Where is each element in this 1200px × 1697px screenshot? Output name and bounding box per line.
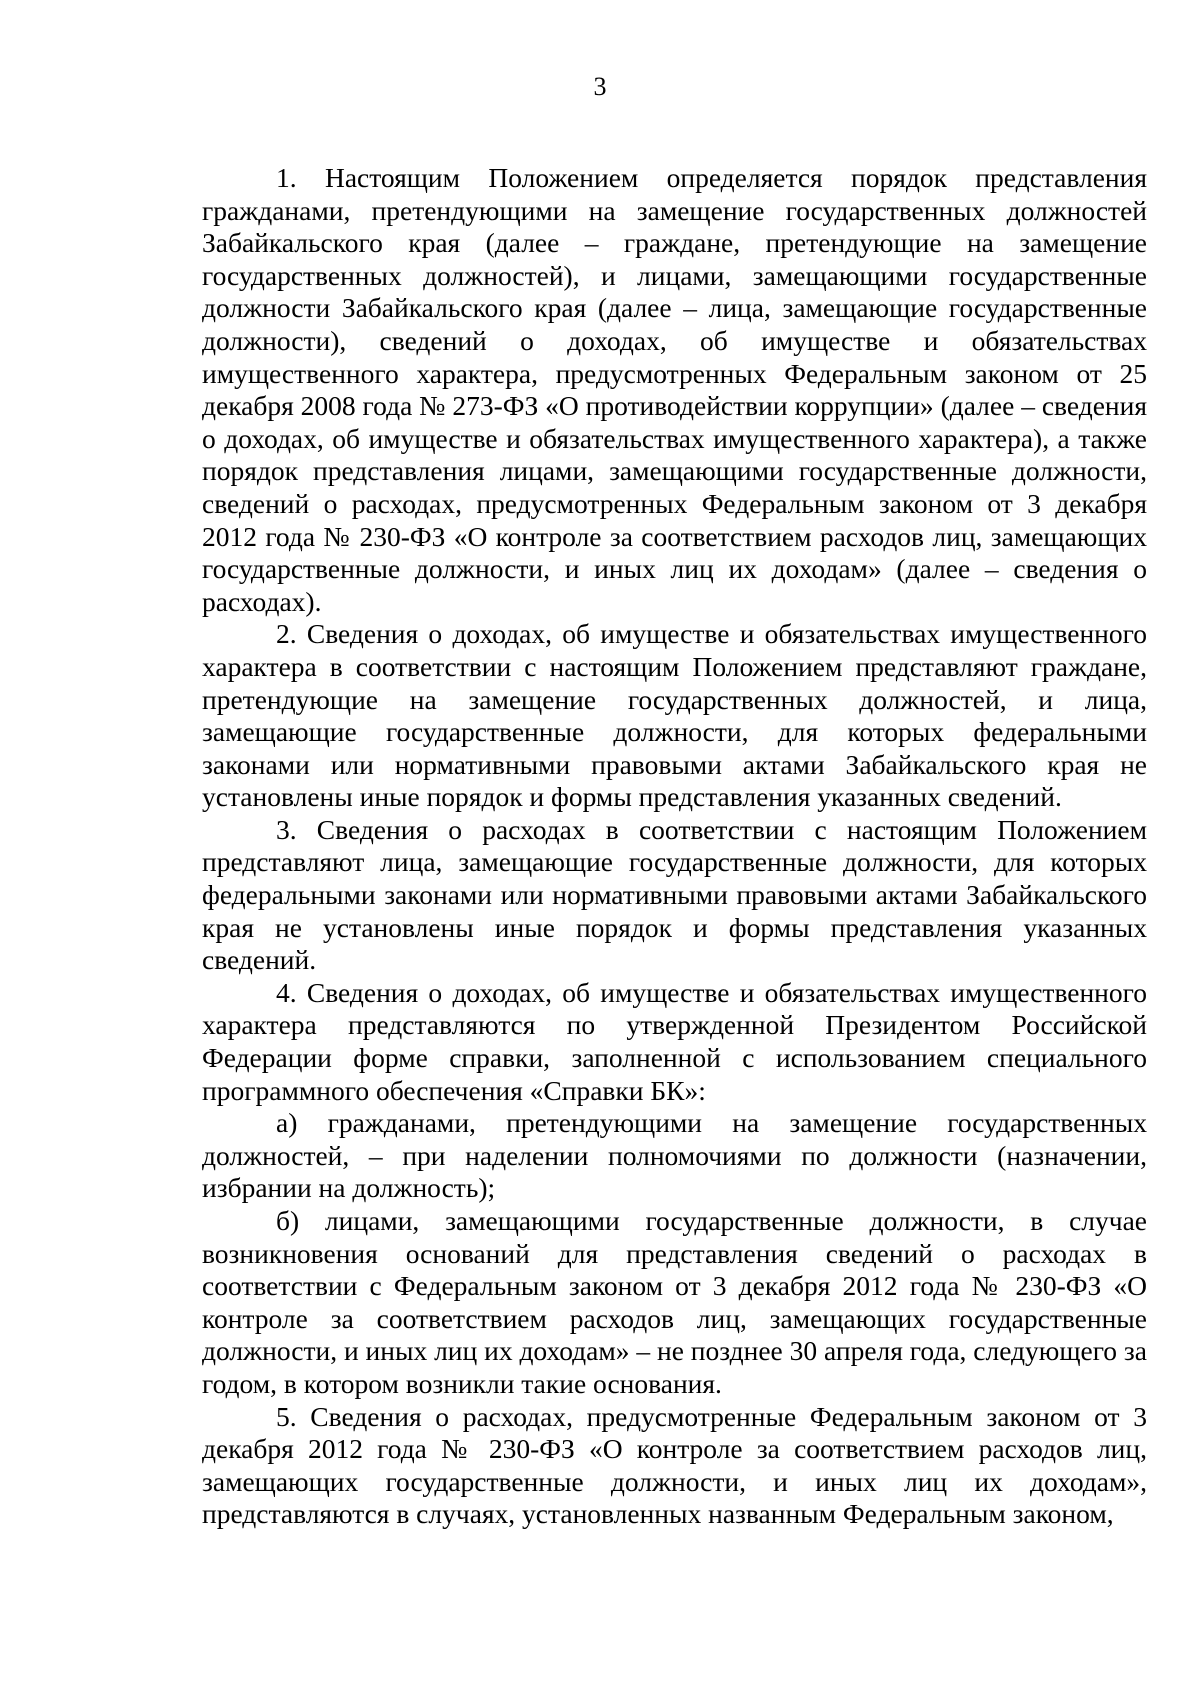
paragraph-3: 3. Сведения о расходах в соответствии с настоящим Положением представляют лица, замещающие государственные должности, для которых федеральными законами или нормативными правовыми актами Забайкальского края не установлены иные порядок и формы представления указанных сведений.: [202, 813, 1147, 976]
paragraph-4: 4. Сведения о доходах, об имуществе и обязательствах имущественного характера представляются по утвержденной Президентом Российской Федерации форме справки, заполненной с использованием специального программного обеспечения «Справки БК»:: [202, 976, 1147, 1106]
paragraph-2: 2. Сведения о доходах, об имуществе и обязательствах имущественного характера в соответствии с настоящим Положением представляют граждане, претендующие на замещение государственных должностей, и лица, замещающие государственные должности, для которых федеральными законами или нормативными правовыми актами Забайкальского края не установлены иные порядок и формы представления указанных сведений.: [202, 618, 1147, 813]
paragraph-1: 1. Настоящим Положением определяется порядок представления гражданами, претендующими на замещение государственных должностей Забайкальского края (далее – граждане, претендующие на замещение государственных должностей), и лицами, замещающими государственные должности Забайкальского края (далее – лица, замещающие государственные должности), сведений о доходах, об имуществе и обязательствах имущественного характера, предусмотренных Федеральным законом от 25 декабря 2008 года № 273-ФЗ «О противодействии коррупции» (далее – сведения о доходах, об имуществе и обязательствах имущественного характера), а также порядок представления лицами, замещающими государственные должности, сведений о расходах, предусмотренных Федеральным законом от 3 декабря 2012 года № 230-ФЗ «О контроле за соответствием расходов лиц, замещающих государственные должности, и иных лиц их доходам» (далее – сведения о расходах).: [202, 162, 1147, 617]
document-body: [202, 162, 1147, 1531]
paragraph-5: 5. Сведения о расходах, предусмотренные Федеральным законом от 3 декабря 2012 года № 230-ФЗ «О контроле за соответствием расходов лиц, замещающих государственные должности, и иных лиц их доходам», представляются в случаях, установленных названным Федеральным законом,: [202, 1400, 1147, 1530]
paragraph-4b: б) лицами, замещающими государственные должности, в случае возникновения оснований для представления сведений о расходах в соответствии с Федеральным законом от 3 декабря 2012 года № 230-ФЗ «О контроле за соответствием расходов лиц, замещающих государственные должности, и иных лиц их доходам» – не позднее 30 апреля года, следующего за годом, в котором возникли такие основания.: [202, 1205, 1148, 1399]
paragraph-4a: а) гражданами, претендующими на замещение государственных должностей, – при наделении полномочиями по должности (назначении, избрании на должность);: [202, 1107, 1147, 1204]
page-number: 3: [593, 72, 607, 101]
